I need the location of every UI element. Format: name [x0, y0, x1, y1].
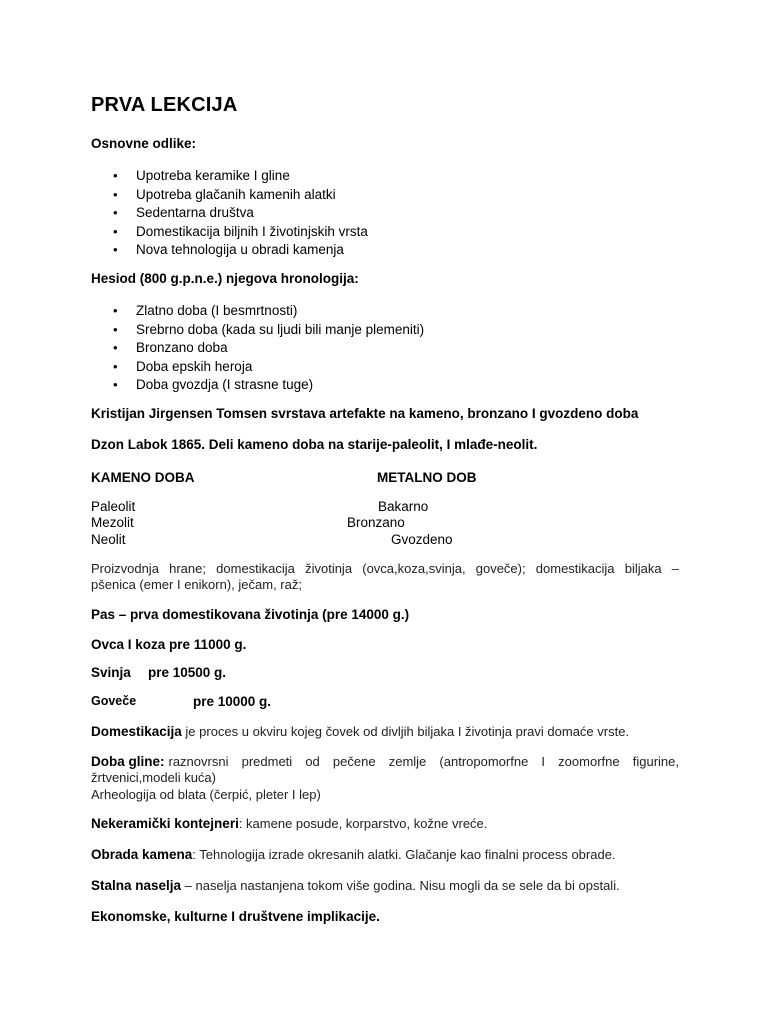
list-item: • Doba epskih heroja: [91, 358, 424, 377]
svinja-label: Svinja: [91, 665, 131, 680]
domestikacija-term: Domestikacija: [91, 724, 182, 739]
hesiod-list: [91, 302, 424, 395]
nekeramicki-text: : kamene posude, korparstvo, kožne vreće.: [238, 816, 488, 831]
list-item: • Nova tehnologija u obradi kamenja: [91, 241, 368, 260]
obrada-paragraph: [91, 847, 616, 862]
svinja-value: pre 10500 g.: [148, 665, 227, 680]
pas-line: Pas – prva domestikovana životinja (pre 14000 g.): [91, 607, 410, 622]
stalna-term: Stalna naselja: [91, 878, 182, 893]
proizvodnja-line1: Proizvodnja hrane; domestikacija životinja (ovca,koza,svinja, goveče); domestikacija biljaka –: [91, 561, 679, 576]
proizvodnja-line2: pšenica (emer I enikorn), ječam, raž;: [91, 577, 302, 592]
list-item: • Srebrno doba (kada su ljudi bili manje plemeniti): [91, 321, 424, 340]
osnovne-list: [91, 167, 368, 260]
period-paleolit: Paleolit: [91, 499, 136, 514]
doba-gline-line2: žrtvenici,modeli kuća): [91, 770, 216, 785]
period-neolit: Neolit: [91, 532, 126, 547]
nekeramicki-term: Nekeramički kontejneri: [91, 816, 239, 831]
govece-label: Goveče: [91, 694, 137, 708]
period-gvozdeno: Gvozdeno: [391, 532, 453, 547]
period-bakarno: Bakarno: [378, 499, 429, 514]
kameno-doba-heading: KAMENO DOBA: [91, 470, 195, 485]
list-item: • Sedentarna društva: [91, 204, 368, 223]
metalno-doba-heading: METALNO DOB: [377, 470, 477, 485]
period-mezolit: Mezolit: [91, 515, 134, 530]
stalna-text: – naselja nastanjena tokom više godina. Nisu mogli da se sele da bi opstali.: [181, 878, 620, 893]
period-bronzano: Bronzano: [347, 515, 405, 530]
doba-gline-term: Doba gline:: [91, 754, 165, 769]
list-item: • Zlatno doba (I besmrtnosti): [91, 302, 424, 321]
list-item: • Upotreba glačanih kamenih alatki: [91, 186, 368, 205]
doba-gline-line1: [91, 754, 679, 769]
list-item: • Upotreba keramike I gline: [91, 167, 368, 186]
doba-gline-line3: Arheologija od blata (čerpić, pleter I lep): [91, 787, 321, 802]
domestikacija-text: je proces u okviru kojeg čovek od divljih biljaka I životinja pravi domaće vrste.: [181, 724, 630, 739]
page-title: PRVA LEKCIJA: [91, 94, 238, 116]
list-item: • Domestikacija biljnih I životinjskih vrsta: [91, 223, 368, 242]
ovca-line: Ovca I koza pre 11000 g.: [91, 637, 247, 652]
osnovne-heading: Osnovne odlike:: [91, 136, 197, 151]
domestikacija-paragraph: [91, 724, 629, 739]
govece-value: pre 10000 g.: [193, 694, 272, 709]
doba-gline-text1: raznovrsni predmeti od pečene zemlje (antropomorfne I zoomorfne figurine,: [168, 754, 679, 769]
labok-paragraph: Dzon Labok 1865. Deli kameno doba na starije-paleolit, I mlađe-neolit.: [91, 437, 538, 452]
obrada-text: : Tehnologija izrade okresanih alatki. Glačanje kao finalni process obrade.: [192, 847, 616, 862]
obrada-term: Obrada kamena: [91, 847, 193, 862]
stalna-paragraph: [91, 878, 620, 893]
ekonomske-heading: Ekonomske, kulturne I društvene implikacije.: [91, 909, 380, 924]
list-item: • Doba gvozdja (I strasne tuge): [91, 376, 424, 395]
hesiod-heading: Hesiod (800 g.p.n.e.) njegova hronologija:: [91, 271, 359, 286]
nekeramicki-paragraph: [91, 816, 487, 831]
list-item: • Bronzano doba: [91, 339, 424, 358]
tomsen-paragraph: Kristijan Jirgensen Tomsen svrstava artefakte na kameno, bronzano I gvozdeno doba: [91, 406, 639, 421]
